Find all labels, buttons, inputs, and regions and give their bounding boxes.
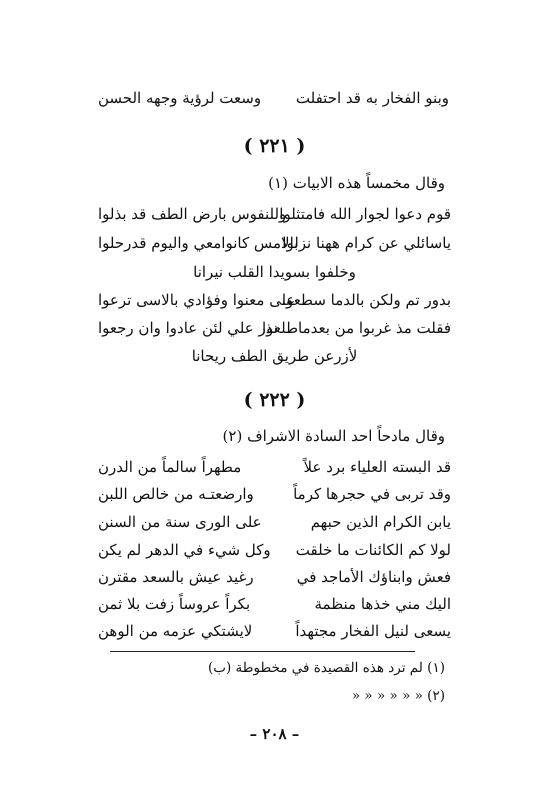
poem-221-line-6-center: لأزرعن طريق الطف ريحانا [191, 347, 358, 365]
poem-221-line-4-right: بدور تم ولكن بالدما سطعوا [281, 291, 451, 309]
footnote-1: (١) لم ترد هذه القصيدة في مخطوطة (ب) [207, 660, 445, 676]
poem-number-222: ( ٢٢٢ ) [243, 389, 306, 411]
poem-number-221: ( ٢٢١ ) [243, 135, 306, 157]
poem-222-line-2-left: وارضعتـه من خالص اللبن [98, 485, 254, 503]
poem-221-line-5-left: نذر علي لئن عادوا وان رجعوا [98, 319, 278, 337]
poem-222-line-3-right: يابن الكرام الذين حبهم [310, 513, 451, 531]
poem-222-line-7-right: يسعى لنيل الفخار مجتهداً [295, 622, 451, 640]
footnote-2: (٢) « « « « « « [351, 688, 445, 704]
poem-222-line-5-left: رغيد عيش بالسعد مقترن [98, 568, 254, 586]
page-number: – ٢٠٨ – [249, 725, 300, 743]
poem-222-line-6-left: بكراً عروساً زفت بلا ثمن [98, 595, 251, 613]
footnote-rule [110, 651, 415, 652]
poem-221-line-4-left: عنى معنوا وفؤادي بالاسى ترعوا [98, 291, 296, 309]
poem-222-line-3-left: على الورى سنة من السنن [98, 513, 262, 531]
poem-221-line-5-right: فقلت مذ غربوا من بعدماطلعوا [261, 319, 451, 337]
poem-221-line-2-left: بالامس كانوامعي واليوم قدرحلوا [98, 234, 299, 252]
poem-221-line-2-right: ياسائلي عن كرام ههنا نزلوا [282, 234, 451, 252]
poem-222-line-1-left: مطهراً سالماً من الدرن [98, 458, 242, 476]
poem-222-line-4-right: لولا كم الكائنات ما خلقت [295, 541, 451, 559]
poem-222-line-4-left: وكل شيء في الدهر لم يكن [98, 541, 271, 559]
poem-222-line-5-right: فعش وابناؤك الأماجد في [296, 568, 451, 586]
poem-222-line-6-right: اليك مني خذها منظمة [314, 595, 451, 613]
poem-222-intro: وقال مادحاً احد السادة الاشراف (٢) [222, 427, 445, 445]
poem-221-intro: وقال مخمساً هذه الابيات (١) [268, 174, 445, 192]
poem-222-line-1-right: قد البسته العلياء برد علاً [303, 458, 451, 476]
poem-221-line-1-left: وللنفوس بارض الطف قد بذلوا [98, 205, 287, 223]
poem-222-line-7-left: لايشتكي عزمه من الوهن [98, 622, 253, 640]
top-verse-left: وسعت لرؤية وجهه الحسن [98, 89, 262, 107]
poem-222-line-2-right: وقد تربى في حجرها كرماً [293, 485, 451, 503]
top-verse-right: وبنو الفخار به قد احتفلت [295, 89, 449, 107]
poem-221-line-3-center: وخلفوا بسويدا القلب نيرانا [193, 263, 356, 281]
poem-221-line-1-right: قوم دعوا لجوار الله فامتثلوا [279, 205, 451, 223]
